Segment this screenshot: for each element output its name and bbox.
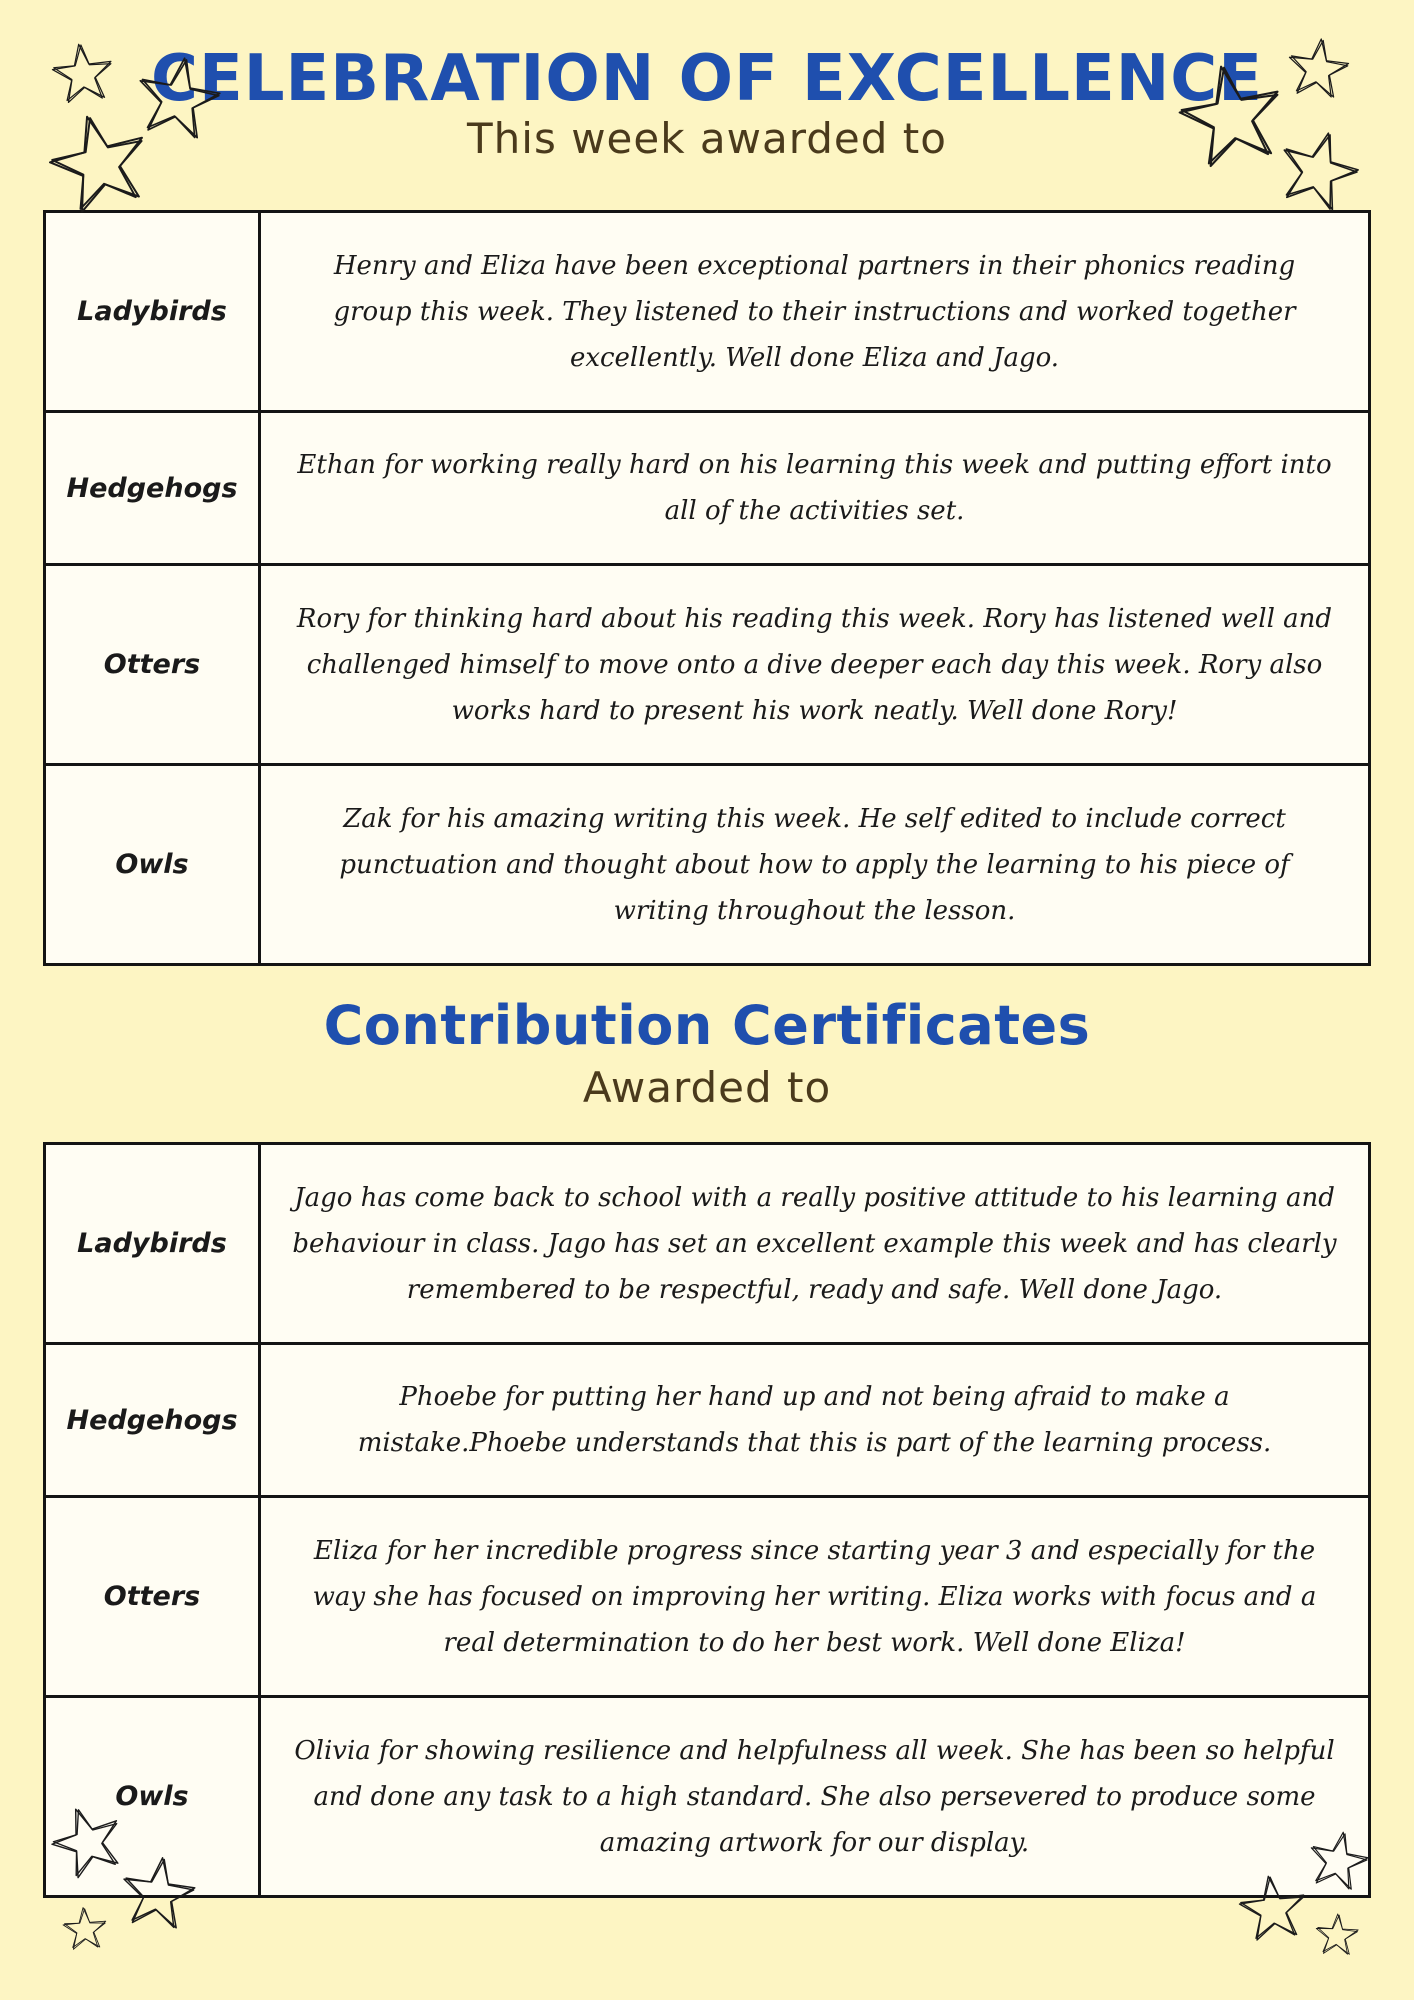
page-title: CELEBRATION OF EXCELLENCE — [151, 42, 1263, 116]
award-description: Ethan for working really hard on his learning this week and putting effort into all of the activities set. — [260, 412, 1370, 565]
award-description: Rory for thinking hard about his reading this week. Rory has listened well and challenged himself to move onto a dive deeper each day this week. Rory also works hard to present his work neatly. Well done Rory! — [260, 565, 1370, 765]
page-subtitle: This week awarded to — [467, 114, 947, 163]
award-description: Henry and Eliza have been exceptional partners in their phonics reading group this week. They listened to their instructions and worked together excellently. Well done Eliza and Jago. — [260, 212, 1370, 412]
section-title: Contribution Certificates — [323, 994, 1091, 1057]
table-row — [45, 412, 1370, 565]
table-row — [45, 1144, 1370, 1344]
table-row — [45, 1697, 1370, 1897]
class-name: Hedgehogs — [45, 1344, 260, 1497]
table-row — [45, 565, 1370, 765]
section-subtitle: Awarded to — [582, 1063, 832, 1112]
class-name: Owls — [45, 1697, 260, 1897]
table-row — [45, 1497, 1370, 1697]
table-row — [45, 765, 1370, 965]
award-description: Phoebe for putting her hand up and not being afraid to make a mistake.Phoebe understands that this is part of the learning process. — [260, 1344, 1370, 1497]
class-name: Otters — [45, 1497, 260, 1697]
award-description: Jago has come back to school with a really positive attitude to his learning and behaviour in class. Jago has set an excellent example this week and has clearly remembered to be respectful, ready and safe. Well done Jago. — [260, 1144, 1370, 1344]
excellence-table — [43, 210, 1371, 966]
class-name: Ladybirds — [45, 1144, 260, 1344]
star-icon — [1313, 1910, 1362, 1957]
class-name: Otters — [45, 565, 260, 765]
table-row — [45, 1344, 1370, 1497]
award-description: Eliza for her incredible progress since starting year 3 and especially for the way she has focused on improving her writing. Eliza works with focus and a real determination to do her best work. Well done Eliza! — [260, 1497, 1370, 1697]
award-description: Zak for his amazing writing this week. He self edited to include correct punctuation and thought about how to apply the learning to his piece of writing throughout the lesson. — [260, 765, 1370, 965]
award-description: Olivia for showing resilience and helpfulness all week. She has been so helpful and done any task to a high standard. She also persevered to produce some amazing artwork for our display. — [260, 1697, 1370, 1897]
class-name: Owls — [45, 765, 260, 965]
contribution-table — [43, 1142, 1371, 1898]
class-name: Ladybirds — [45, 212, 260, 412]
table-row — [45, 212, 1370, 412]
star-icon — [62, 1905, 109, 1950]
class-name: Hedgehogs — [45, 412, 260, 565]
